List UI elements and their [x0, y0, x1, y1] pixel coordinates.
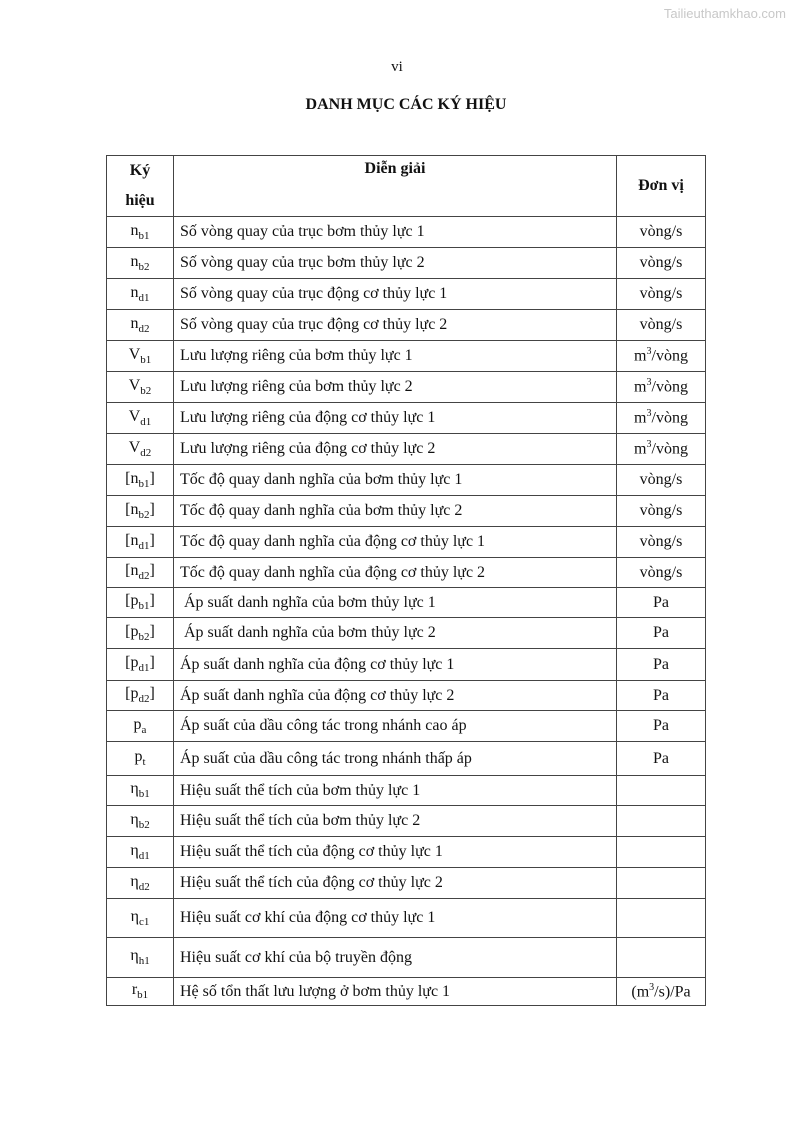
- description-cell: Tốc độ quay danh nghĩa của động cơ thủy lực 2: [174, 558, 617, 588]
- description-cell: Áp suất danh nghĩa của bơm thủy lực 1: [174, 588, 617, 618]
- unit-cell: vòng/s: [617, 279, 706, 310]
- symbol-cell: $\eta_{b2}$: [107, 806, 174, 837]
- unit-cell: Pa: [617, 618, 706, 649]
- unit-cell: Pa: [617, 588, 706, 618]
- unit-cell: $m^3$/vòng: [617, 403, 706, 434]
- symbol-cell: $V_{b2}$: [107, 372, 174, 403]
- table-row: [107, 649, 706, 681]
- unit-cell: vòng/s: [617, 465, 706, 496]
- description-cell: Số vòng quay của trục động cơ thủy lực 1: [174, 279, 617, 310]
- symbol-cell: $r_{b1}$: [107, 978, 174, 1006]
- table-row: [107, 711, 706, 742]
- unit-cell: [617, 938, 706, 978]
- unit-cell: Pa: [617, 649, 706, 681]
- description-cell: Hiệu suất thể tích của động cơ thủy lực 1: [174, 837, 617, 868]
- unit-cell: Pa: [617, 681, 706, 711]
- description-cell: Hiệu suất cơ khí của động cơ thủy lực 1: [174, 899, 617, 938]
- unit-cell: [617, 806, 706, 837]
- description-cell: Áp suất của dầu công tác trong nhánh cao áp: [174, 711, 617, 742]
- table-row: [107, 776, 706, 806]
- symbol-cell: $[p_{b1}]$: [107, 588, 174, 618]
- watermark: Tailieuthamkhao.com: [663, 6, 786, 21]
- unit-cell: vòng/s: [617, 558, 706, 588]
- unit-cell: $(m^3/s)/Pa$: [617, 978, 706, 1006]
- table-row: [107, 248, 706, 279]
- table-row: [107, 217, 706, 248]
- symbol-cell: $[n_{d1}]$: [107, 527, 174, 558]
- unit-cell: vòng/s: [617, 310, 706, 341]
- description-cell: Lưu lượng riêng của bơm thủy lực 1: [174, 341, 617, 372]
- symbol-cell: $\eta_{c1}$: [107, 899, 174, 938]
- description-cell: Áp suất danh nghĩa của động cơ thủy lực 2: [174, 681, 617, 711]
- table-header-row: [107, 156, 706, 217]
- unit-cell: $m^3$/vòng: [617, 341, 706, 372]
- symbols-table: [106, 155, 706, 1006]
- description-cell: Số vòng quay của trục bơm thủy lực 1: [174, 217, 617, 248]
- description-cell: Lưu lượng riêng của động cơ thủy lực 2: [174, 434, 617, 465]
- table-row: [107, 310, 706, 341]
- page-number: vi: [391, 59, 403, 75]
- unit-cell: Pa: [617, 742, 706, 776]
- description-cell: Áp suất danh nghĩa của bơm thủy lực 2: [174, 618, 617, 649]
- table-row: [107, 558, 706, 588]
- description-cell: Áp suất danh nghĩa của động cơ thủy lực 1: [174, 649, 617, 681]
- unit-cell: vòng/s: [617, 527, 706, 558]
- table-row: [107, 837, 706, 868]
- unit-cell: vòng/s: [617, 217, 706, 248]
- table-row: [107, 588, 706, 618]
- description-cell: Hiệu suất cơ khí của bộ truyền động: [174, 938, 617, 978]
- symbol-cell: $[p_{d2}]$: [107, 681, 174, 711]
- symbol-cell: $[p_{d1}]$: [107, 649, 174, 681]
- symbol-cell: $\eta_{b1}$: [107, 776, 174, 806]
- unit-cell: [617, 868, 706, 899]
- unit-cell: [617, 776, 706, 806]
- symbol-cell: $n_{d2}$: [107, 310, 174, 341]
- unit-cell: $m^3$/vòng: [617, 434, 706, 465]
- symbol-cell: $n_{d1}$: [107, 279, 174, 310]
- description-cell: Tốc độ quay danh nghĩa của động cơ thủy lực 1: [174, 527, 617, 558]
- unit-cell: [617, 899, 706, 938]
- table-row: [107, 742, 706, 776]
- header-description: Diễn giải: [174, 156, 617, 217]
- description-cell: Lưu lượng riêng của động cơ thủy lực 1: [174, 403, 617, 434]
- description-cell: Lưu lượng riêng của bơm thủy lực 2: [174, 372, 617, 403]
- table-row: [107, 938, 706, 978]
- table-row: [107, 806, 706, 837]
- header-symbol: Ký hiệu: [107, 156, 174, 217]
- symbol-cell: $V_{b1}$: [107, 341, 174, 372]
- table-row: [107, 868, 706, 899]
- description-cell: Hiệu suất thể tích của bơm thủy lực 1: [174, 776, 617, 806]
- symbol-cell: $[p_{b2}]$: [107, 618, 174, 649]
- description-cell: Áp suất của dầu công tác trong nhánh thấp áp: [174, 742, 617, 776]
- unit-cell: $m^3$/vòng: [617, 372, 706, 403]
- description-cell: Hệ số tổn thất lưu lượng ở bơm thủy lực 1: [174, 978, 617, 1006]
- symbol-cell: $[n_{d2}]$: [107, 558, 174, 588]
- table-row: [107, 372, 706, 403]
- symbol-cell: $\eta_{d2}$: [107, 868, 174, 899]
- table-row: [107, 681, 706, 711]
- symbol-cell: $p_t$: [107, 742, 174, 776]
- symbol-cell: $V_{d1}$: [107, 403, 174, 434]
- table-row: [107, 978, 706, 1006]
- table-row: [107, 403, 706, 434]
- symbol-cell: $[n_{b2}]$: [107, 496, 174, 527]
- description-cell: Số vòng quay của trục động cơ thủy lực 2: [174, 310, 617, 341]
- unit-cell: vòng/s: [617, 248, 706, 279]
- description-cell: Hiệu suất thể tích của bơm thủy lực 2: [174, 806, 617, 837]
- table-row: [107, 618, 706, 649]
- unit-cell: vòng/s: [617, 496, 706, 527]
- description-cell: Tốc độ quay danh nghĩa của bơm thủy lực 2: [174, 496, 617, 527]
- symbol-cell: $n_{b1}$: [107, 217, 174, 248]
- table-row: [107, 899, 706, 938]
- symbol-cell: $\eta_{h1}$: [107, 938, 174, 978]
- table-row: [107, 434, 706, 465]
- unit-cell: [617, 837, 706, 868]
- description-cell: Số vòng quay của trục bơm thủy lực 2: [174, 248, 617, 279]
- symbol-cell: $p_a$: [107, 711, 174, 742]
- page-title: DANH MỤC CÁC KÝ HIỆU: [305, 96, 507, 113]
- symbol-cell: $\eta_{d1}$: [107, 837, 174, 868]
- header-unit: Đơn vị: [617, 156, 706, 217]
- table-row: [107, 496, 706, 527]
- unit-cell: Pa: [617, 711, 706, 742]
- symbol-cell: $V_{d2}$: [107, 434, 174, 465]
- description-cell: Tốc độ quay danh nghĩa của bơm thủy lực 1: [174, 465, 617, 496]
- table-row: [107, 527, 706, 558]
- table-row: [107, 465, 706, 496]
- table-row: [107, 341, 706, 372]
- symbol-cell: $n_{b2}$: [107, 248, 174, 279]
- symbol-cell: $[n_{b1}]$: [107, 465, 174, 496]
- table-row: [107, 279, 706, 310]
- description-cell: Hiệu suất thể tích của động cơ thủy lực 2: [174, 868, 617, 899]
